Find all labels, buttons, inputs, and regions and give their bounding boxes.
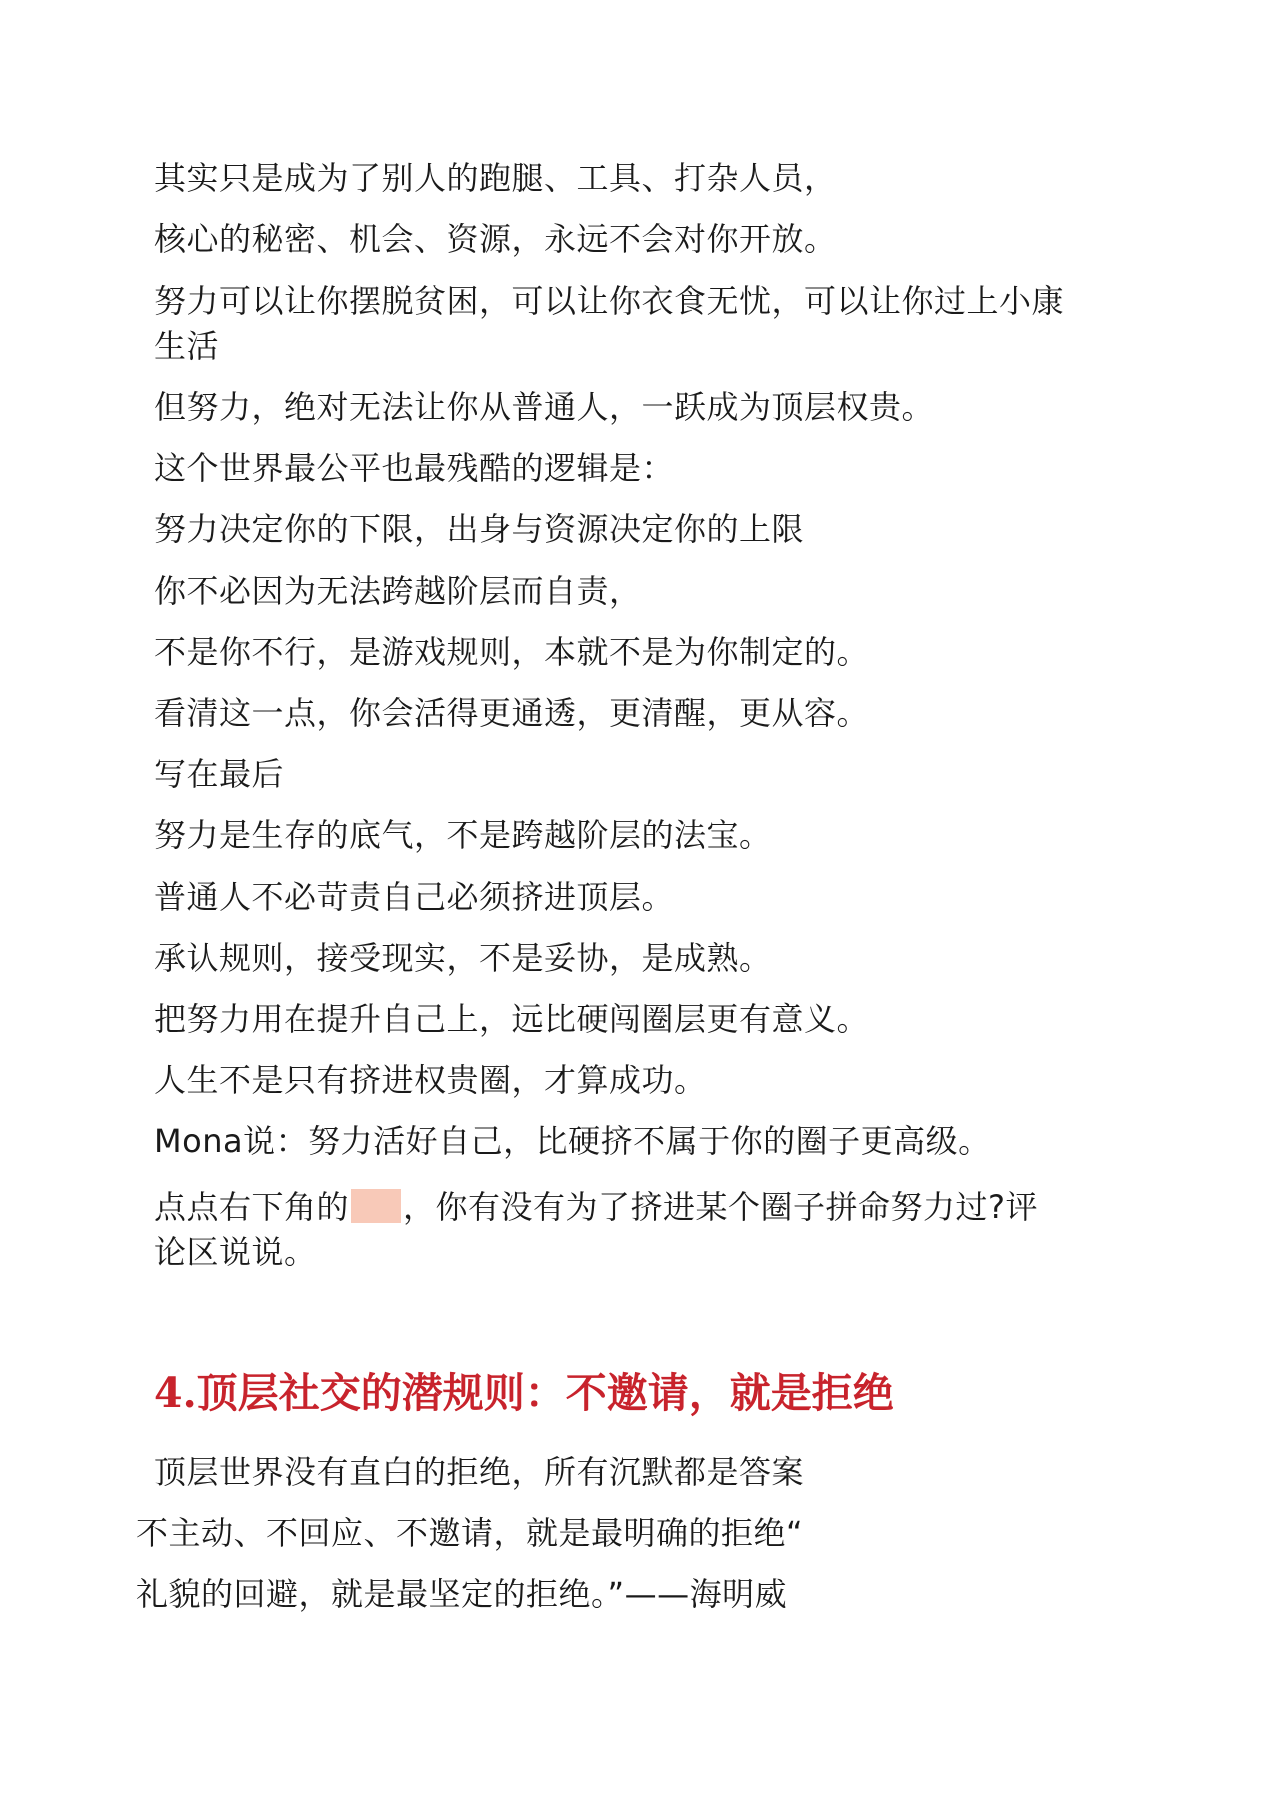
body-line: 看清这一点，你会活得更通透，更清醒，更从容。 [154, 694, 870, 732]
body-line: 这个世界最公平也最残酷的逻辑是： [154, 449, 675, 487]
call-to-action-line [154, 1184, 1038, 1230]
body-line: 但努力，绝对无法让你从普通人，一跃成为顶层权贵。 [154, 388, 935, 426]
body-line: 把努力用在提升自己上，远比硬闯圈层更有意义。 [154, 1000, 870, 1038]
highlight-box [351, 1189, 401, 1223]
section-heading: 4.顶层社交的潜规则：不邀请，就是拒绝 [154, 1369, 894, 1417]
body-line: 生活 [154, 327, 220, 365]
quote-line: 礼貌的回避，就是最坚定的拒绝。”——海明威 [136, 1575, 788, 1613]
cta-text-after: ，你有没有为了挤进某个圈子拼命努力过?评 [403, 1188, 1039, 1226]
body-line: 核心的秘密、机会、资源，永远不会对你开放。 [154, 220, 837, 258]
body-line: 你不必因为无法跨越阶层而自责， [154, 572, 642, 610]
cta-text-before: 点点右下角的 [154, 1188, 350, 1226]
body-line: 努力决定你的下限，出身与资源决定你的上限 [154, 510, 805, 548]
body-line: 努力可以让你摆脱贫困，可以让你衣食无忧，可以让你过上小康 [154, 282, 1065, 320]
section-subtitle: 写在最后 [154, 755, 285, 793]
section-line: 不主动、不回应、不邀请，就是最明确的拒绝“ [136, 1514, 804, 1552]
body-line: 努力是生存的底气，不是跨越阶层的法宝。 [154, 816, 772, 854]
body-line: Mona说：努力活好自己，比硬挤不属于你的圈子更高级。 [154, 1122, 991, 1160]
body-line: 人生不是只有挤进权贵圈，才算成功。 [154, 1061, 707, 1099]
section-line: 顶层世界没有直白的拒绝，所有沉默都是答案 [154, 1453, 805, 1491]
body-line: 其实只是成为了别人的跑腿、工具、打杂人员， [154, 159, 837, 197]
call-to-action-line-2: 论区说说。 [154, 1233, 317, 1271]
body-line: 普通人不必苛责自己必须挤进顶层。 [154, 878, 675, 916]
body-line: 承认规则，接受现实，不是妥协，是成熟。 [154, 939, 772, 977]
body-line: 不是你不行，是游戏规则，本就不是为你制定的。 [154, 633, 870, 671]
